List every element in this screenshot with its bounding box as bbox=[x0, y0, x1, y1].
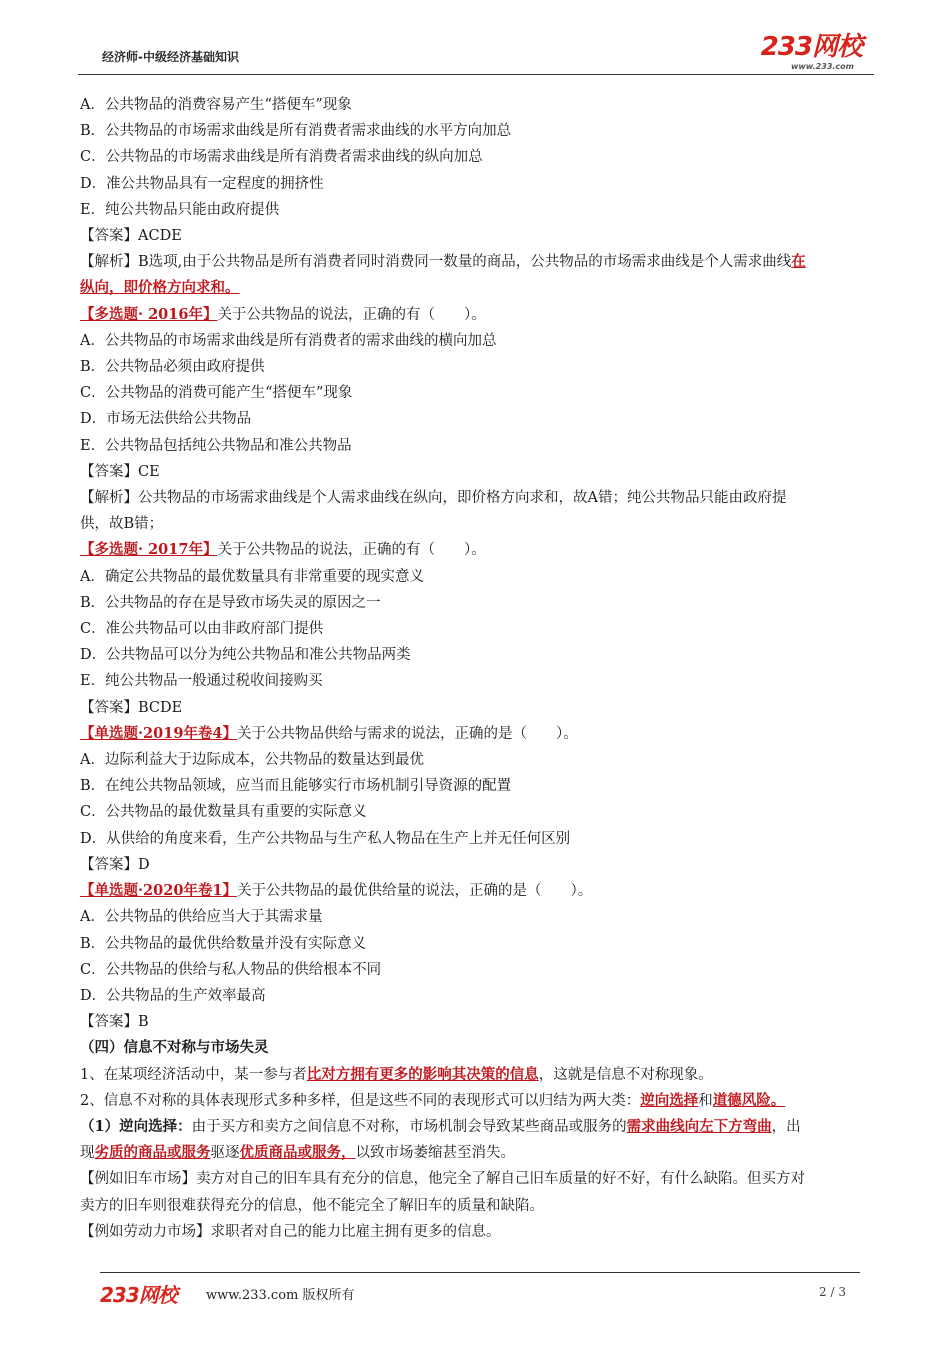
question-text: 关于公共物品的说法，正确的有（ ）。 bbox=[217, 306, 486, 323]
text-line: 【答案】ACDE bbox=[80, 228, 182, 245]
logo-text: 233网校 bbox=[760, 32, 862, 62]
text-line: C．公共物品的最优数量具有重要的实际意义 bbox=[80, 804, 367, 821]
text-line: C．公共物品的供给与私人物品的供给根本不同 bbox=[80, 961, 382, 978]
footer-logo: 233网校 bbox=[100, 1283, 177, 1307]
text-line: 【答案】B bbox=[80, 1014, 149, 1031]
highlight-text: 劣质的商品或服务 bbox=[94, 1144, 211, 1162]
highlight-text: 比对方拥有更多的影响其决策的信息 bbox=[306, 1065, 539, 1083]
text-line bbox=[80, 1062, 870, 1088]
text-line: D．公共物品可以分为纯公共物品和准公共物品两类 bbox=[80, 647, 411, 664]
text-line bbox=[80, 249, 870, 275]
text-line: B．公共物品的最优供给数量并没有实际意义 bbox=[80, 935, 367, 952]
text-line: 【答案】D bbox=[80, 856, 150, 873]
line-text: 由于买方和卖方之间信息不对称，市场机制会导致某些商品或服务的 bbox=[191, 1118, 627, 1135]
text-line: A．公共物品的市场需求曲线是所有消费者的需求曲线的横向加总 bbox=[80, 332, 497, 349]
text-line bbox=[80, 1140, 870, 1166]
line-text: 【解析】B选项,由于公共物品是所有消费者同时消费同一数量的商品，公共物品的市场需求曲线是个人需求曲线 bbox=[80, 254, 792, 271]
question-text: 关于公共物品的说法，正确的有（ ）。 bbox=[217, 542, 486, 559]
text-line: D．市场无法供给公共物品 bbox=[80, 411, 252, 428]
line-text: 2、信息不对称的具体表现形式多种多样，但是这些不同的表现形式可以归结为两大类： bbox=[80, 1092, 641, 1109]
bold-label: （1）逆向选择： bbox=[80, 1117, 192, 1135]
text-line: 【解析】公共物品的市场需求曲线是个人需求曲线在纵向，即价格方向求和，故A错；纯公共物品只能由政府提 bbox=[80, 490, 787, 507]
brand-logo bbox=[760, 32, 862, 71]
text-line: 供，故B错； bbox=[80, 516, 164, 533]
text-line bbox=[80, 1114, 870, 1140]
text-line: E．纯公共物品只能由政府提供 bbox=[80, 201, 280, 218]
text-line: A．边际利益大于边际成本，公共物品的数量达到最优 bbox=[80, 752, 424, 769]
text-line: B．在纯公共物品领域，应当而且能够实行市场机制引导资源的配置 bbox=[80, 778, 512, 795]
line-text: 以致市场萎缩甚至消失。 bbox=[355, 1145, 515, 1162]
text-line: B．公共物品必须由政府提供 bbox=[80, 359, 265, 376]
question-line bbox=[80, 302, 870, 328]
text-line: 【例如劳动力市场】求职者对自己的能力比雇主拥有更多的信息。 bbox=[80, 1223, 501, 1240]
text-line: B．公共物品的市场需求曲线是所有消费者需求曲线的水平方向加总 bbox=[80, 123, 512, 140]
text-line: E．纯公共物品一般通过税收间接购买 bbox=[80, 673, 323, 690]
highlight-text: 道德风险。 bbox=[712, 1091, 786, 1109]
text-line: A．确定公共物品的最优数量具有非常重要的现实意义 bbox=[80, 568, 424, 585]
highlight-text: 逆向选择 bbox=[640, 1091, 699, 1109]
line-text: ，这就是信息不对称现象。 bbox=[538, 1066, 713, 1083]
document-body bbox=[80, 92, 870, 1245]
question-tag: 【单选题·2020年卷1】 bbox=[80, 882, 237, 900]
text-line: 卖方的旧车则很难获得充分的信息，他不能完全了解旧车的质量和缺陷。 bbox=[80, 1197, 544, 1214]
question-text: 关于公共物品供给与需求的说法，正确的是（ ）。 bbox=[237, 725, 578, 742]
highlight-text: 需求曲线向左下方弯曲 bbox=[626, 1117, 772, 1135]
question-line bbox=[80, 721, 870, 747]
line-text: 现 bbox=[80, 1145, 95, 1162]
line-text: 1、在某项经济活动中，某一参与者 bbox=[80, 1066, 307, 1083]
text-line: 【答案】BCDE bbox=[80, 699, 183, 716]
highlight-text: 在 bbox=[791, 253, 806, 271]
text-line: D．准公共物品具有一定程度的拥挤性 bbox=[80, 175, 324, 192]
text-line: 【例如旧车市场】卖方对自己的旧车具有充分的信息，他完全了解自己旧车质量的好不好，有什么缺陷。但买方对 bbox=[80, 1171, 805, 1188]
line-text: 和 bbox=[698, 1092, 713, 1109]
line-text: ，出 bbox=[771, 1118, 801, 1135]
question-tag: 【单选题·2019年卷4】 bbox=[80, 724, 237, 742]
text-line: 【答案】CE bbox=[80, 463, 160, 480]
text-line: A．公共物品的供给应当大于其需求量 bbox=[80, 909, 323, 926]
section-heading: （四）信息不对称与市场失灵 bbox=[80, 1039, 269, 1057]
highlight-text: 纵向，即价格方向求和。 bbox=[80, 279, 240, 297]
footer-copyright: www.233.com 版权所有 bbox=[206, 1288, 355, 1303]
question-tag: 【多选题· 2017年】 bbox=[80, 541, 218, 559]
logo-url: www.233.com bbox=[790, 62, 854, 71]
page-number: 2 / 3 bbox=[819, 1285, 846, 1299]
text-line bbox=[80, 1088, 870, 1114]
text-line: D．公共物品的生产效率最高 bbox=[80, 987, 266, 1004]
text-line: A．公共物品的消费容易产生“搭便车”现象 bbox=[80, 97, 352, 113]
question-text: 关于公共物品的最优供给量的说法，正确的是（ ）。 bbox=[237, 883, 593, 900]
question-line bbox=[80, 537, 870, 563]
text-line: D．从供给的角度来看，生产公共物品与生产私人物品在生产上并无任何区别 bbox=[80, 830, 571, 847]
highlight-text: 优质商品或服务， bbox=[239, 1144, 356, 1162]
header-title: 经济师-中级经济基础知识 bbox=[102, 50, 239, 64]
question-line bbox=[80, 878, 870, 904]
page-header bbox=[78, 30, 874, 75]
text-line: C．公共物品的市场需求曲线是所有消费者需求曲线的纵向加总 bbox=[80, 149, 483, 166]
text-line: C．准公共物品可以由非政府部门提供 bbox=[80, 621, 324, 638]
text-line: E．公共物品包括纯公共物品和准公共物品 bbox=[80, 437, 352, 454]
page-footer bbox=[100, 1272, 860, 1313]
text-line: C．公共物品的消费可能产生“搭便车”现象 bbox=[80, 385, 353, 402]
text-line: B．公共物品的存在是导致市场失灵的原因之一 bbox=[80, 594, 381, 611]
question-tag: 【多选题· 2016年】 bbox=[80, 305, 218, 323]
line-text: 驱逐 bbox=[210, 1145, 240, 1162]
text-line bbox=[80, 275, 870, 301]
